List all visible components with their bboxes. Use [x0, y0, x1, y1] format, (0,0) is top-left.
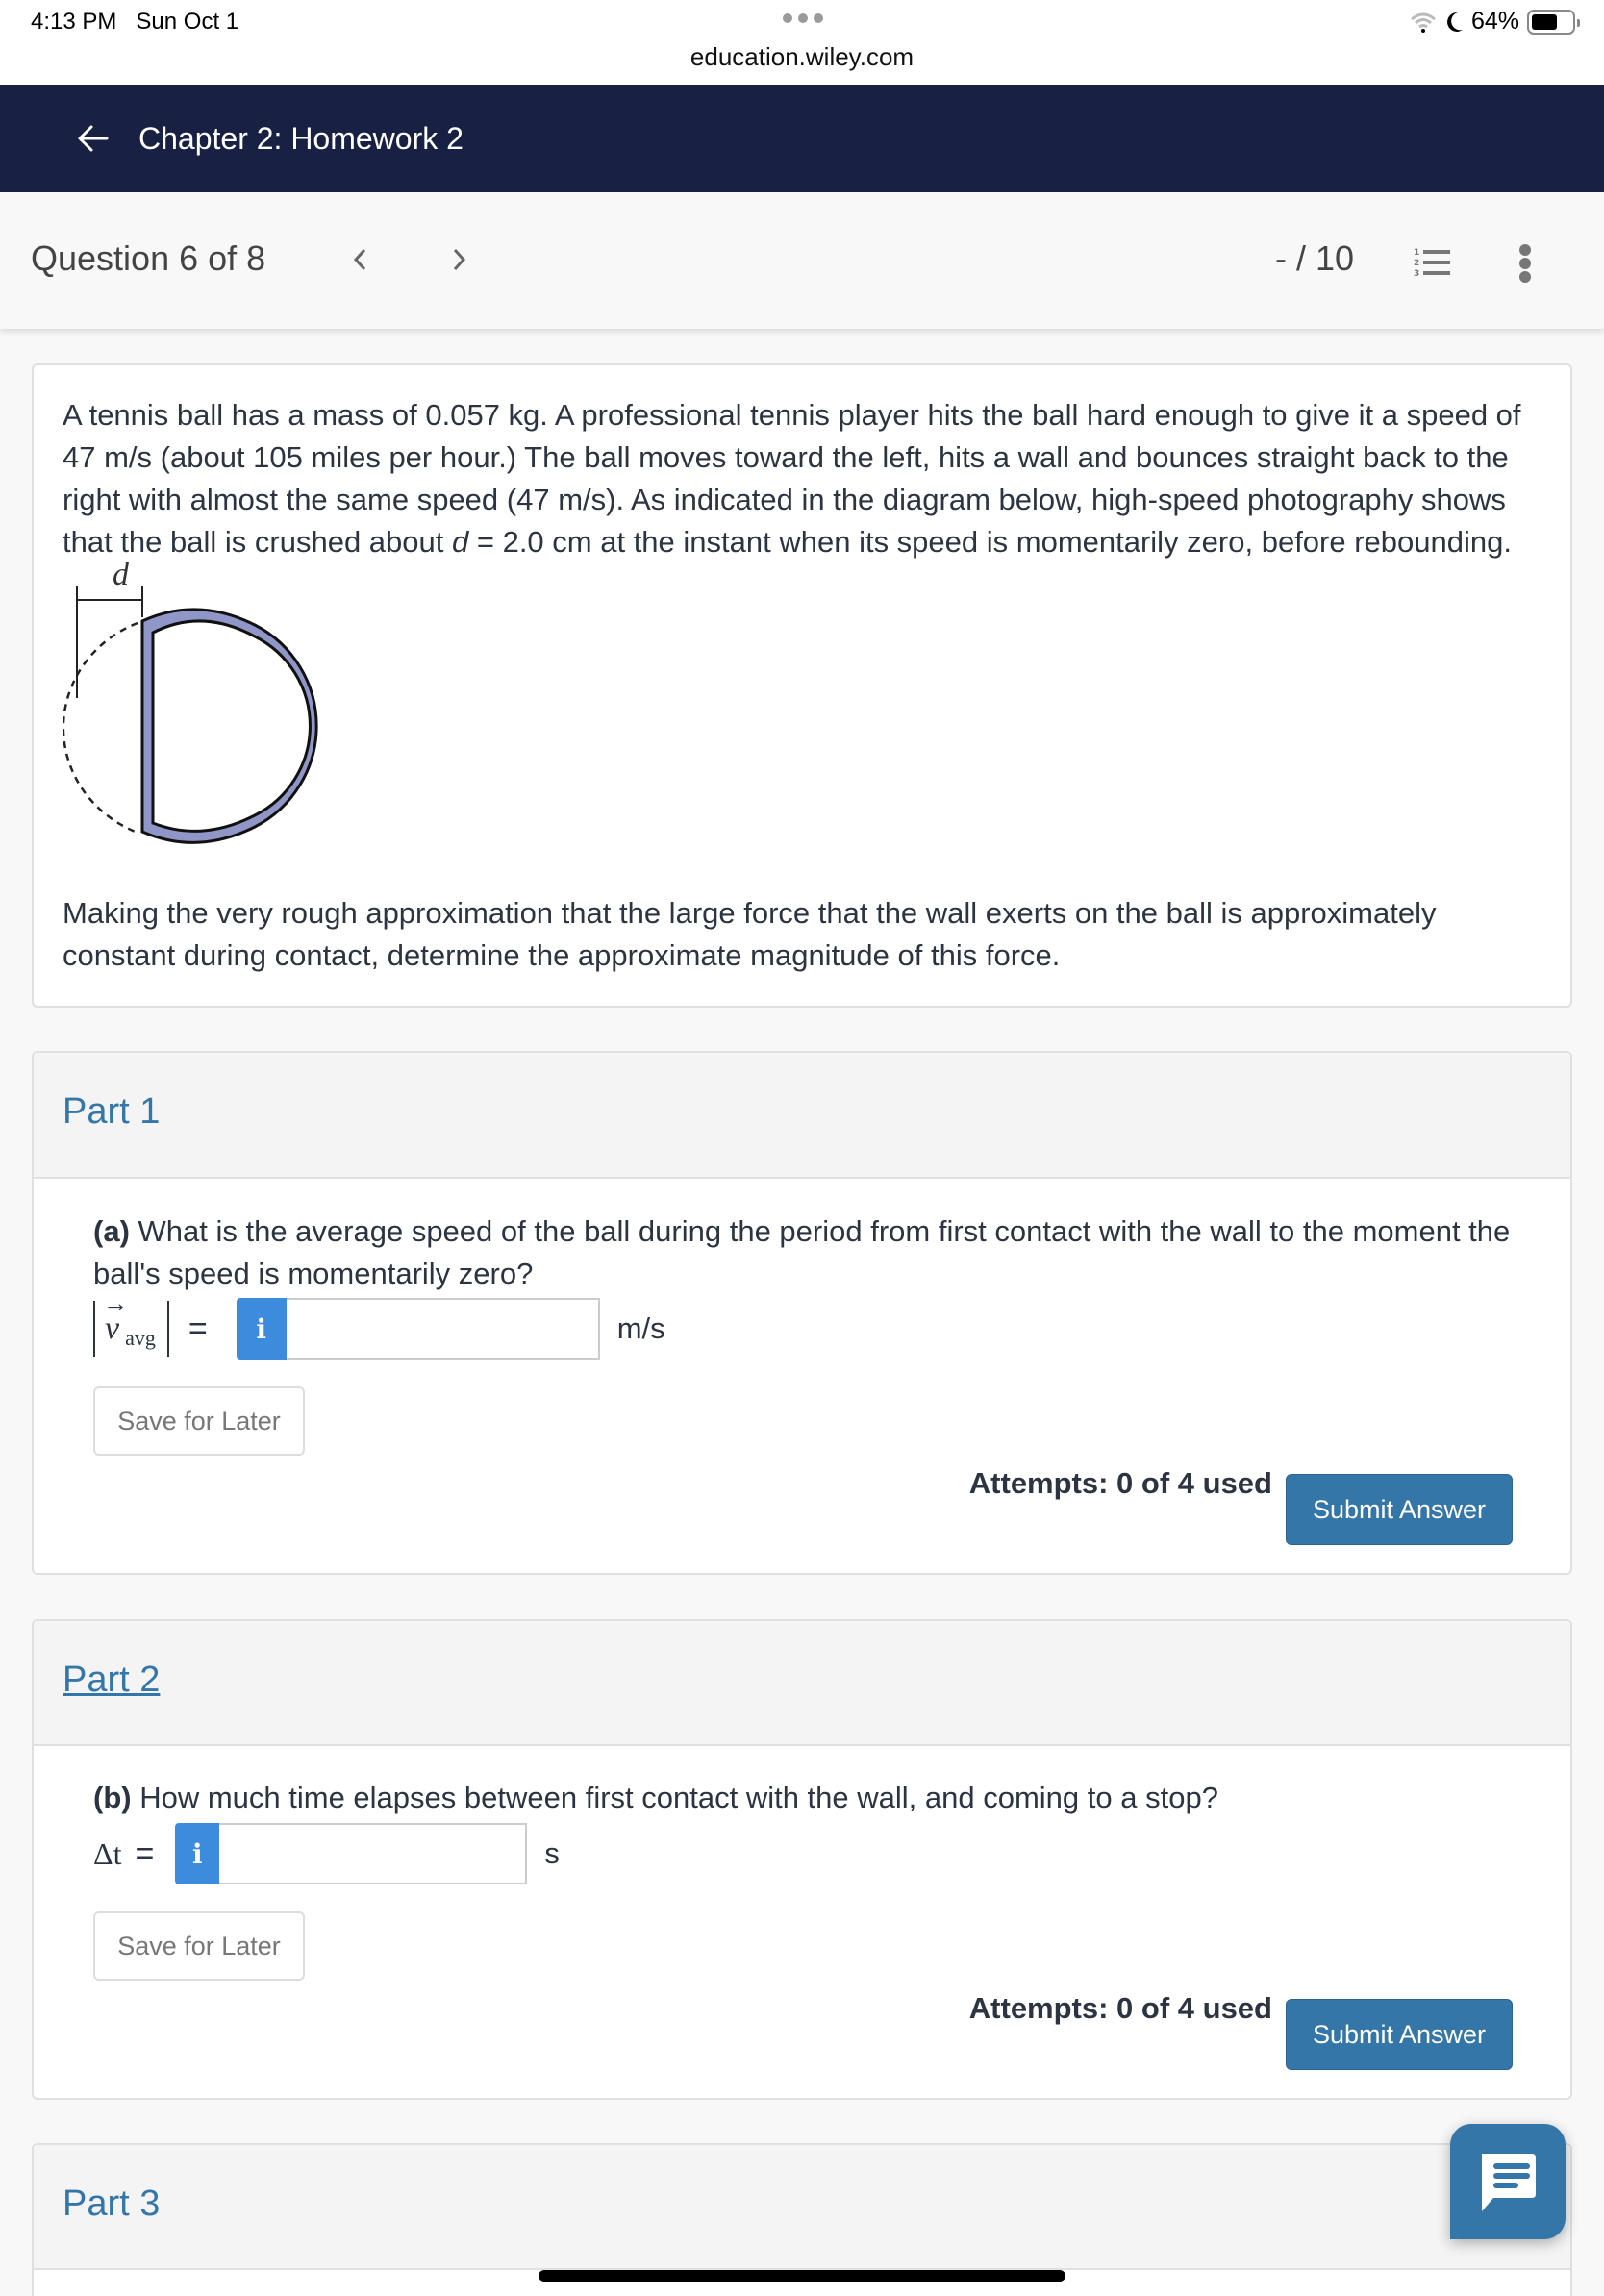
problem-closing: Making the very rough approximation that the large force that the wall exerts on the ball is approximately constant during contact, determine the approximate magnitude of this force.	[63, 896, 1437, 972]
part-2-card	[32, 1619, 1572, 2100]
part-2-answer-input[interactable]	[219, 1823, 527, 1884]
question-nav-bar	[0, 192, 1604, 329]
tennis-ball-diagram	[63, 558, 351, 846]
save-for-later-button[interactable]: Save for Later	[93, 1911, 305, 1981]
chevron-right-icon	[452, 247, 467, 272]
chat-bubble-icon	[1476, 2150, 1540, 2213]
url-label[interactable]: education.wiley.com	[689, 42, 915, 71]
chat-button[interactable]	[1450, 2124, 1566, 2239]
wifi-icon	[1410, 12, 1437, 33]
part-3-header	[34, 2145, 1570, 2270]
part-1-answer-row	[93, 1298, 665, 1360]
arrow-left-icon	[76, 124, 109, 153]
next-question-button[interactable]	[440, 240, 479, 279]
diagram-d-label: d	[113, 558, 129, 592]
part-2-answer-row	[93, 1823, 560, 1884]
status-date: Sun Oct 1	[136, 9, 239, 35]
problem-intro: A tennis ball has a mass of 0.057 kg. A professional tennis player hits the ball hard enough to give it a speed of 47 m/s (about 105 miles per hour.) The ball moves toward the left, hits a wall and bounces straight back to the right with almost the same speed (47 m/s). As indicated in the diagram below, high-speed photography shows that the ball is crushed about d = 2.0 cm at the instant when its speed is momentarily zero, before rebounding.	[63, 398, 1521, 559]
unit-label: m/s	[616, 1311, 665, 1345]
equals-sign: =	[188, 1310, 208, 1347]
home-indicator[interactable]	[539, 2270, 1065, 2282]
info-button[interactable]: i	[237, 1298, 287, 1360]
equals-sign: =	[135, 1834, 155, 1872]
part-2-header	[34, 1621, 1570, 1746]
info-button[interactable]: i	[175, 1823, 219, 1884]
svg-text:1: 1	[1414, 248, 1420, 258]
battery-icon	[1527, 10, 1575, 35]
more-vertical-icon	[1519, 244, 1531, 256]
problem-card	[32, 363, 1572, 1008]
numbered-list-icon[interactable]	[1414, 246, 1452, 277]
save-for-later-button[interactable]: Save for Later	[93, 1386, 305, 1456]
unit-label: s	[544, 1836, 560, 1870]
chevron-left-icon	[352, 247, 367, 272]
question-counter: Question 6 of 8	[31, 238, 266, 278]
status-indicators	[1410, 8, 1575, 36]
page-title: Chapter 2: Homework 2	[138, 120, 464, 156]
part-3-title: Part 3	[63, 2184, 161, 2224]
status-time: 4:13 PM Sun Oct 1	[31, 9, 239, 35]
part-2-question: (b) How much time elapses between first contact with the wall, and coming to a stop?	[93, 1781, 1218, 1814]
svg-text:2: 2	[1414, 259, 1420, 268]
moon-icon	[1444, 12, 1464, 33]
part-1-answer-input[interactable]	[287, 1298, 600, 1360]
delta-t-label: Δt	[93, 1835, 122, 1871]
more-options-button[interactable]	[1514, 244, 1537, 283]
status-bar	[0, 0, 1604, 85]
attempts-counter: Attempts: 0 of 4 used	[968, 1991, 1272, 2025]
svg-text:3: 3	[1414, 269, 1420, 277]
part-2-title-link[interactable]: Part 2	[63, 1660, 161, 1700]
back-button[interactable]	[73, 119, 112, 158]
part-1-question: (a) What is the average speed of the ball during the period from first contact with the wall to the moment the ball's speed is momentarily zero?	[93, 1214, 1511, 1290]
part-1-header	[34, 1053, 1570, 1179]
app-header	[0, 85, 1604, 192]
battery-percent: 64%	[1470, 8, 1519, 35]
v-avg-label: → v avg	[93, 1301, 169, 1357]
submit-answer-button[interactable]: Submit Answer	[1286, 1474, 1513, 1545]
part-1-card	[32, 1051, 1572, 1575]
attempts-counter: Attempts: 0 of 4 used	[968, 1466, 1272, 1500]
part-1-title: Part 1	[63, 1091, 161, 1132]
submit-answer-button[interactable]: Submit Answer	[1286, 1999, 1513, 2070]
question-score: - / 10	[1275, 238, 1355, 278]
multitask-dots-icon[interactable]	[783, 13, 823, 23]
previous-question-button[interactable]	[340, 240, 379, 279]
